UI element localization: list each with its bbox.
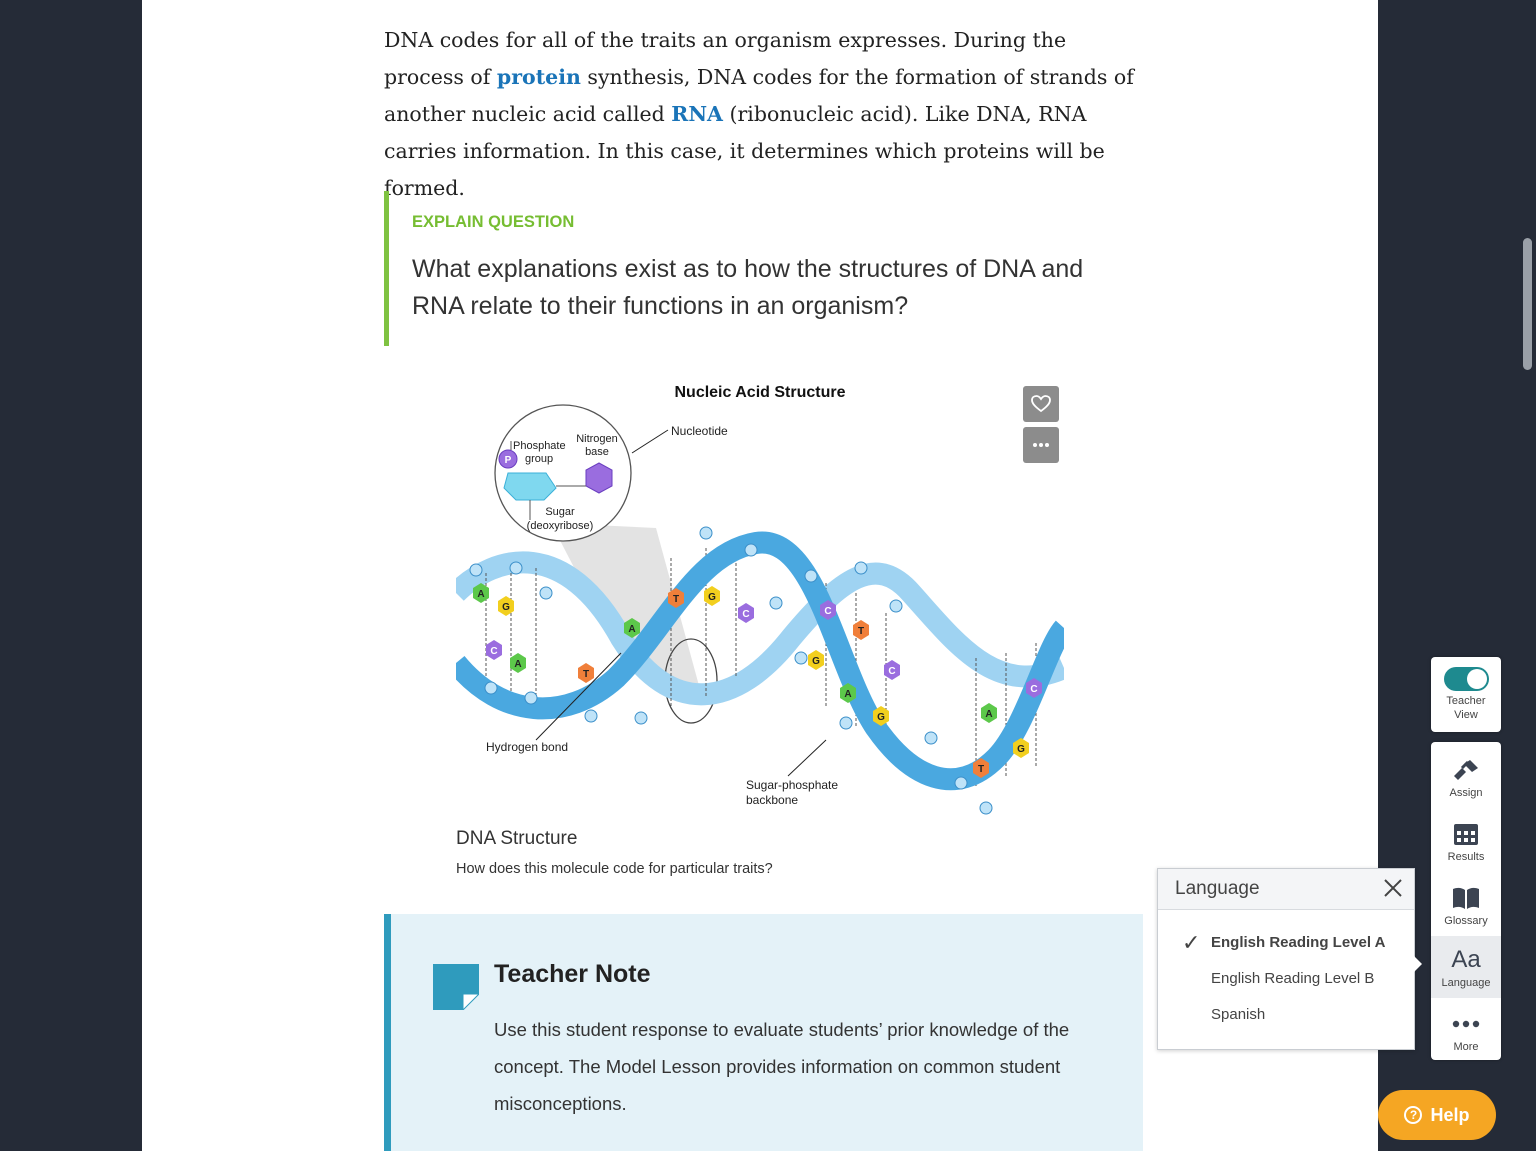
backbone-pointer — [788, 740, 826, 776]
tool-more-label: More — [1453, 1041, 1479, 1053]
teacher-note-title: Teacher Note — [494, 960, 651, 988]
tool-assign[interactable] — [1431, 746, 1501, 808]
label-backbone-2: backbone — [746, 793, 799, 807]
tool-glossary-label: Glossary — [1444, 915, 1488, 927]
teacher-note-body: Use this student response to evaluate students’ prior knowledge of the concept. The Model Lesson provides information on common student misconceptions. — [494, 1019, 1070, 1114]
sugar-pentagon — [504, 473, 556, 500]
svg-text:P: P — [504, 455, 512, 466]
tool-language[interactable] — [1431, 936, 1501, 998]
teacher-view-label — [1431, 694, 1501, 722]
sticky-note-icon — [433, 964, 479, 1010]
label-nucleotide: Nucleotide — [671, 424, 728, 438]
close-icon[interactable] — [1380, 875, 1406, 901]
figure-title: Nucleic Acid Structure — [674, 384, 846, 401]
nucleotide-pointer — [632, 430, 668, 453]
label-backbone-1: Sugar-phosphate — [746, 778, 839, 792]
label-sugar-1: Sugar — [545, 506, 575, 518]
language-aa-icon: Aa — [1451, 946, 1481, 973]
figure-caption-subtitle: How does this molecule code for particular traits? — [456, 861, 773, 877]
scrollbar-track[interactable] — [1520, 0, 1536, 1151]
label-sugar-2: (deoxyribose) — [526, 520, 594, 532]
svg-text:A: A — [844, 689, 852, 700]
svg-text:G: G — [1017, 744, 1025, 755]
svg-text:T: T — [672, 594, 680, 605]
svg-text:C: C — [824, 606, 832, 617]
article-paragraph — [384, 22, 1144, 207]
glossary-link-rna[interactable]: RNA — [671, 102, 723, 126]
favorite-button[interactable] — [1023, 386, 1059, 422]
explain-question-block — [384, 191, 1139, 346]
question-circle-icon: ? — [1404, 1106, 1422, 1124]
checkmark-icon: ✓ — [1182, 930, 1201, 955]
dna-strand-back — [456, 562, 1064, 694]
help-button[interactable] — [1378, 1090, 1496, 1140]
tool-assign-label: Assign — [1449, 787, 1483, 799]
svg-text:A: A — [985, 709, 993, 720]
svg-text:C: C — [490, 646, 498, 657]
para-text: DNA codes for all of the traits an organism expresses. During the process of — [384, 28, 1067, 89]
teacher-view-label-line1: Teacher — [1446, 695, 1486, 707]
tool-language-label: Language — [1441, 977, 1491, 989]
label-phosphate-1: Phosphate — [513, 440, 566, 452]
label-nitrogen-1: Nitrogen — [576, 433, 618, 445]
explain-question-text: What explanations exist as to how the structures of DNA and RNA relate to their functions in an organism? — [412, 255, 1084, 320]
figure-more-button[interactable] — [1023, 427, 1059, 463]
svg-text:C: C — [742, 609, 750, 620]
tool-glossary[interactable] — [1431, 874, 1501, 936]
language-popover-header — [1158, 869, 1414, 910]
language-popover — [1157, 868, 1415, 1050]
svg-text:G: G — [502, 602, 510, 613]
toggle-knob — [1467, 669, 1487, 689]
scrollbar-thumb[interactable] — [1523, 238, 1532, 370]
label-hydrogen-bond: Hydrogen bond — [486, 740, 569, 754]
nitrogen-base-hexagon — [586, 463, 612, 493]
tool-results[interactable] — [1431, 810, 1501, 872]
book-icon — [1452, 886, 1480, 910]
svg-text:G: G — [877, 712, 885, 723]
svg-text:C: C — [1030, 684, 1038, 695]
language-popover-title: Language — [1175, 878, 1260, 899]
svg-text:C: C — [888, 666, 896, 677]
calendar-icon — [1453, 822, 1479, 846]
teacher-view-label-line2: View — [1454, 709, 1478, 721]
teacher-note-block — [384, 914, 1143, 1151]
svg-text:G: G — [708, 592, 716, 603]
svg-text:T: T — [857, 626, 865, 637]
glossary-link-protein[interactable]: protein — [496, 65, 581, 89]
tools-panel — [1431, 742, 1501, 1060]
para-text: synthesis, DNA codes for the formation of strands of another nucleic acid called — [384, 65, 1134, 126]
label-phosphate-2: group — [525, 453, 554, 465]
language-option-english-b[interactable]: English Reading Level B — [1211, 970, 1375, 987]
svg-text:T: T — [582, 669, 590, 680]
teacher-view-toggle[interactable] — [1444, 667, 1489, 691]
svg-text:A: A — [628, 624, 636, 635]
tool-more[interactable] — [1431, 1000, 1501, 1062]
language-option-spanish[interactable]: Spanish — [1211, 1006, 1266, 1023]
label-nitrogen-2: base — [585, 446, 609, 458]
language-option-english-a[interactable]: English Reading Level A — [1211, 934, 1386, 951]
help-label: Help — [1430, 1104, 1470, 1125]
svg-text:G: G — [812, 656, 820, 667]
popover-pointer — [1413, 955, 1422, 973]
assign-icon — [1452, 758, 1480, 782]
ellipsis-icon — [1452, 1020, 1480, 1028]
ellipsis-icon — [1032, 442, 1050, 448]
teacher-view-toggle-card — [1431, 657, 1501, 732]
svg-text:T: T — [977, 764, 985, 775]
explain-question-label: EXPLAIN QUESTION — [412, 213, 575, 231]
dna-structure-figure — [456, 378, 1064, 818]
svg-text:A: A — [514, 659, 522, 670]
heart-icon — [1031, 395, 1051, 413]
svg-text:A: A — [477, 589, 485, 600]
para-text: (ribonucleic acid). Like DNA, RNA carries information. In this case, it determines which proteins will be formed. — [384, 102, 1105, 200]
figure-caption-title: DNA Structure — [456, 828, 578, 849]
tool-results-label: Results — [1447, 851, 1485, 863]
